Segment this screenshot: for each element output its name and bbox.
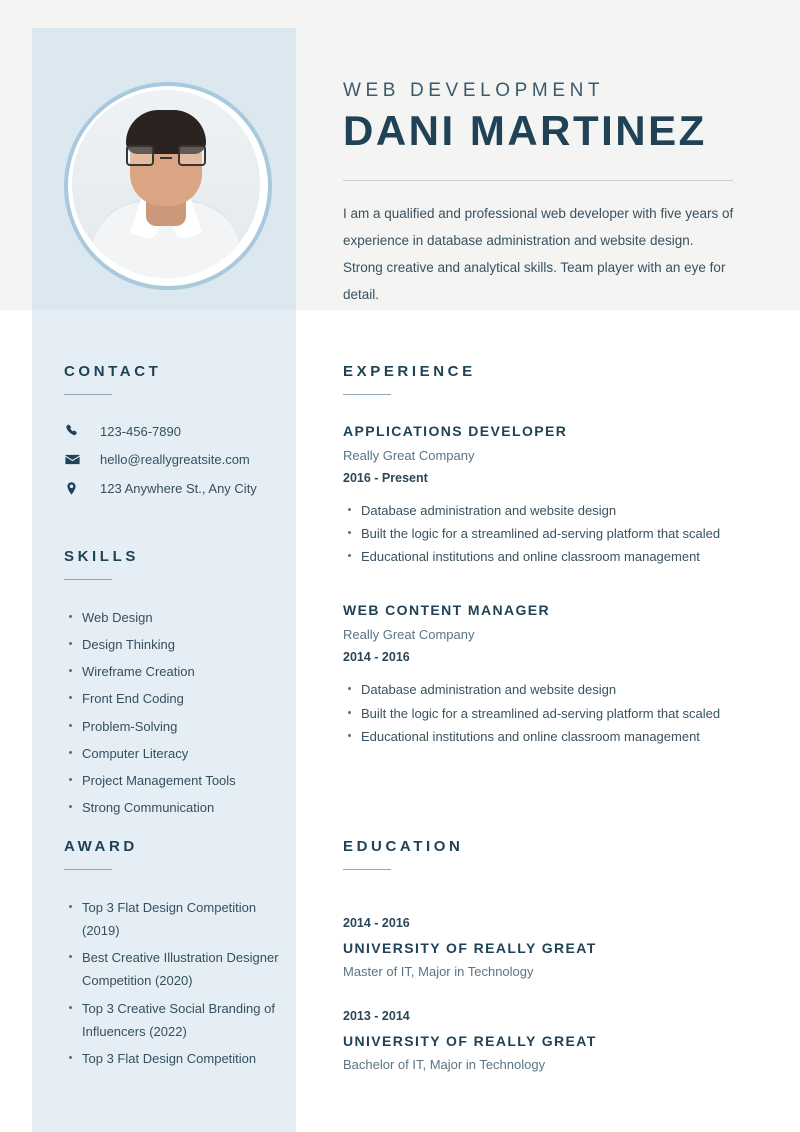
list-item: Wireframe Creation	[82, 660, 294, 683]
envelope-icon	[64, 451, 90, 468]
avatar	[64, 82, 272, 290]
header-divider	[343, 180, 733, 181]
experience-entry	[343, 423, 743, 568]
experience-section-title: EXPERIENCE	[343, 363, 476, 380]
contact-email[interactable]	[64, 451, 294, 468]
location-pin-icon	[64, 480, 90, 497]
education-entry	[343, 916, 743, 979]
contact-address[interactable]	[64, 480, 294, 497]
avatar-image	[72, 90, 260, 278]
contact-section-rule	[64, 394, 112, 395]
experience-entry	[343, 602, 743, 747]
list-item: Top 3 Flat Design Competition	[82, 1047, 294, 1070]
skills-section-rule	[64, 579, 112, 580]
award-list	[64, 896, 294, 1070]
list-item: Top 3 Creative Social Branding of Influencers (2022)	[82, 997, 294, 1043]
phone-icon	[64, 423, 90, 439]
list-item: Front End Coding	[82, 687, 294, 710]
job-role-title: WEB DEVELOPMENT	[343, 80, 605, 101]
experience-section-rule	[343, 394, 391, 395]
job-title: APPLICATIONS DEVELOPER	[343, 423, 568, 439]
contact-address-value: 123 Anywhere St., Any City	[100, 481, 257, 496]
list-item: Best Creative Illustration Designer Competition (2020)	[82, 946, 294, 992]
skills-list	[64, 606, 294, 819]
contact-section	[64, 363, 294, 509]
avatar-glasses-bridge	[160, 157, 172, 159]
job-company: Really Great Company	[343, 448, 475, 463]
skills-section	[64, 548, 294, 823]
list-item: Educational institutions and online classroom management	[361, 725, 743, 748]
avatar-glasses-left	[126, 145, 154, 166]
education-school: UNIVERSITY OF REALLY GREAT	[343, 1033, 597, 1049]
education-school: UNIVERSITY OF REALLY GREAT	[343, 940, 597, 956]
list-item: Computer Literacy	[82, 742, 294, 765]
skills-section-title: SKILLS	[64, 548, 139, 565]
list-item: Database administration and website design	[361, 499, 743, 522]
contact-phone[interactable]	[64, 423, 294, 439]
education-dates: 2014 - 2016	[343, 916, 410, 930]
contact-email-value: hello@reallygreatsite.com	[100, 452, 250, 467]
education-section	[343, 838, 743, 1072]
education-degree: Master of IT, Major in Technology	[343, 964, 534, 979]
job-dates: 2016 - Present	[343, 471, 428, 485]
job-bullet-list	[343, 678, 743, 747]
candidate-name: DANI MARTINEZ	[343, 107, 707, 154]
profile-summary: I am a qualified and professional web developer with five years of experience in database administration and website design. Strong creative and analytical skills. Team player with an eye for detail.	[343, 206, 734, 302]
list-item: Built the logic for a streamlined ad-serving platform that scaled	[361, 522, 743, 545]
list-item: Built the logic for a streamlined ad-serving platform that scaled	[361, 702, 743, 725]
list-item: Top 3 Flat Design Competition (2019)	[82, 896, 294, 942]
list-item: Design Thinking	[82, 633, 294, 656]
list-item: Web Design	[82, 606, 294, 629]
award-section-rule	[64, 869, 112, 870]
job-title: WEB CONTENT MANAGER	[343, 602, 551, 619]
page-title	[343, 80, 743, 154]
award-section-title: AWARD	[64, 838, 138, 855]
education-entry	[343, 1009, 743, 1072]
contact-phone-value: 123-456-7890	[100, 423, 181, 439]
avatar-glasses-right	[178, 145, 206, 166]
contact-section-title: CONTACT	[64, 363, 162, 380]
education-degree: Bachelor of IT, Major in Technology	[343, 1057, 546, 1072]
job-dates: 2014 - 2016	[343, 650, 410, 665]
list-item: Problem-Solving	[82, 715, 294, 738]
list-item: Database administration and website design	[361, 678, 743, 701]
list-item: Project Management Tools	[82, 769, 294, 792]
job-bullet-list	[343, 499, 743, 568]
contact-list	[64, 423, 294, 497]
education-section-rule	[343, 869, 391, 870]
job-company: Really Great Company	[343, 627, 475, 643]
education-section-title: EDUCATION	[343, 838, 464, 855]
education-dates: 2013 - 2014	[343, 1009, 410, 1023]
list-item: Strong Communication	[82, 796, 294, 819]
award-section	[64, 838, 294, 1074]
experience-section	[343, 363, 743, 748]
list-item: Educational institutions and online classroom management	[361, 545, 743, 568]
